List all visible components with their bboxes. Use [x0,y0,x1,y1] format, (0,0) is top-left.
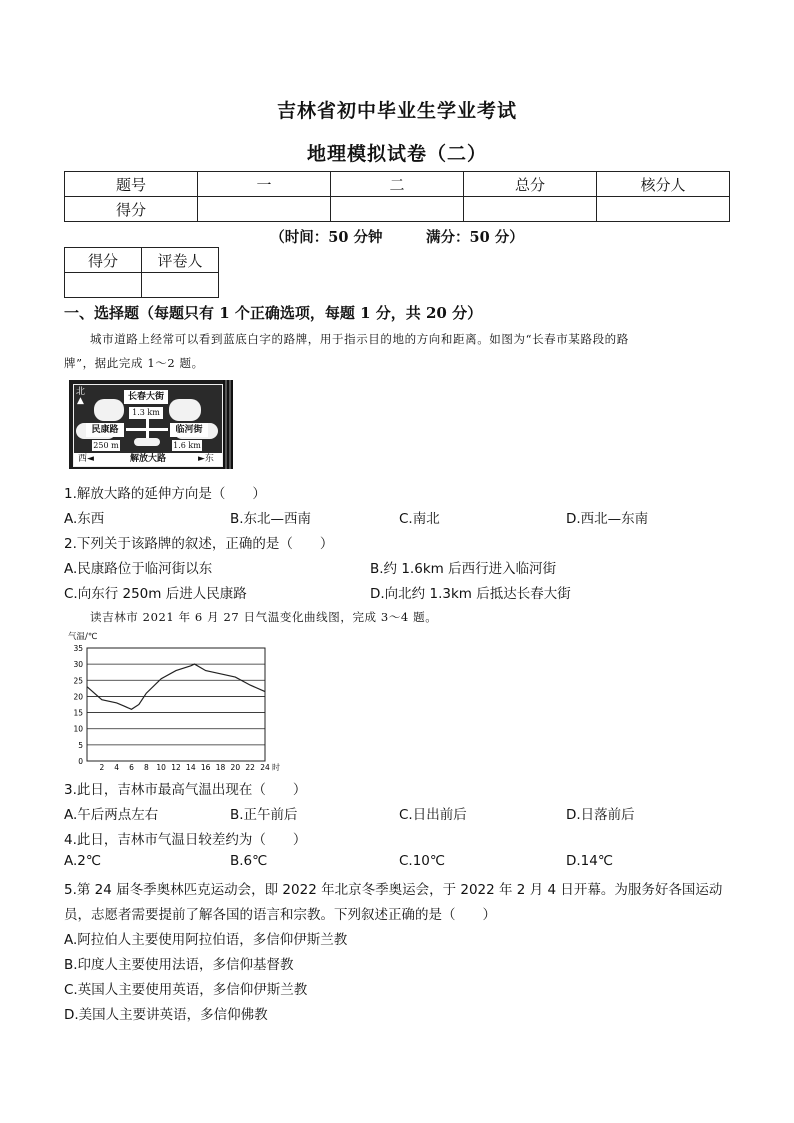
changchun-street-label: 长春大街 [124,390,168,404]
score-table-header-cell: 总分 [464,172,597,197]
distance-label: 250 m [93,441,119,450]
y-tick-label: 35 [73,644,83,653]
score-table-row-label: 得分 [65,197,198,222]
q1-option-b[interactable]: B.东北—西南 [230,511,312,527]
x-tick-label: 14 [186,763,196,772]
q5-option-c[interactable]: C.英国人主要使用英语，多信仰伊斯兰教 [64,982,308,998]
q3-option-b[interactable]: B.正午前后 [230,807,298,823]
score-table-header-cell: 核分人 [597,172,730,197]
score-cell[interactable] [331,197,464,222]
question-1-stem: 1.解放大路的延伸方向是（ ） [64,486,266,502]
question-4-stem: 4.此日，吉林市气温日较差约为（ ） [64,832,307,848]
intro-text: 牌”，据此完成 1～2 题。 [64,356,204,370]
x-tick-label: 4 [114,763,120,772]
plot-frame [87,648,265,761]
temperature-chart [66,630,286,773]
q1-option-c[interactable]: C.南北 [399,511,440,527]
q2-option-c[interactable]: C.向东行 250m 后进人民康路 [64,586,247,602]
y-tick-label: 20 [73,692,83,702]
question-5-stem-cont: 员，志愿者需要提前了解各国的语言和宗教。下列叙述正确的是（ ） [64,907,496,923]
score-table-header-cell: 题号 [65,172,198,197]
q5-option-b[interactable]: B.印度人主要使用法语，多信仰基督教 [64,957,294,973]
arrow-horizontal-icon [126,428,168,431]
y-tick-label: 30 [73,660,83,670]
west-label: 西◄ [78,454,94,464]
q2-option-b[interactable]: B.约 1.6km 后西行进入临河街 [370,561,557,577]
q5-option-a[interactable]: A.阿拉伯人主要使用阿拉伯语，多信仰伊斯兰教 [64,932,348,948]
q3-option-d[interactable]: D.日落前后 [566,807,635,823]
q4-option-d[interactable]: D.14℃ [566,853,614,869]
x-axis-unit: 时 [272,763,280,772]
q4-option-c[interactable]: C.10℃ [399,853,446,869]
road-sign-figure [69,380,233,469]
q1-option-d[interactable]: D.西北—东南 [566,511,649,527]
score-cell[interactable] [464,197,597,222]
exam-title: 吉林省初中毕业生学业考试 [276,100,517,122]
x-tick-label: 8 [143,763,149,772]
x-tick-label: 12 [171,763,181,772]
score-table-header-cell: 一 [198,172,331,197]
grader-score-cell[interactable] [65,273,142,298]
score-table [64,171,730,222]
question-5-stem: 5.第 24 届冬季奥林匹克运动会，即 2022 年北京冬季奥运会，于 2022 年 2 月 4 日开幕。为服务好各国运动 [64,882,723,898]
q4-option-a[interactable]: A.2℃ [64,853,102,869]
y-tick-labels [73,644,83,766]
jiefang-road-label: 解放大路 [130,454,167,464]
x-tick-labels [99,763,270,772]
score-table-header-cell: 二 [331,172,464,197]
road-sign-panel [73,384,223,467]
x-tick-label: 24 [260,763,270,772]
y-tick-label: 5 [78,740,83,750]
section-heading: 一、选择题（每题只有 1 个正确选项，每题 1 分，共 20 分） [64,304,483,322]
grader-table-header: 得分 [65,248,142,273]
q1-option-a[interactable]: A.东西 [64,511,105,527]
x-tick-label: 16 [200,763,211,772]
q3-option-a[interactable]: A.午后两点左右 [64,807,159,823]
question-2-stem: 2.下列关于该路牌的叙述，正确的是（ ） [64,536,334,552]
chart-grid [87,664,265,745]
y-tick-label: 25 [73,676,83,686]
north-label: 北 ▲ [76,387,86,406]
distance-label: 1.3 km [129,407,163,419]
intro-text: 城市道路上经常可以看到蓝底白字的路牌，用于指示目的地的方向和距离。如图为“长春市某路段的路 [90,332,629,346]
x-tick-label: 20 [230,763,241,772]
x-tick-label: 10 [156,763,166,772]
score-cell[interactable] [597,197,730,222]
x-tick-label: 18 [215,763,226,772]
intro-text-3-4: 读吉林市 2021 年 6 月 27 日气温变化曲线图，完成 3～4 题。 [90,610,438,624]
y-tick-label: 0 [78,757,83,766]
q3-option-c[interactable]: C.日出前后 [399,807,467,823]
y-axis-label: 气温/℃ [68,632,98,642]
y-tick-label: 10 [73,724,83,734]
x-tick-label: 6 [129,763,134,772]
score-cell[interactable] [198,197,331,222]
jiefang-road-bar [74,453,222,466]
y-tick-label: 15 [73,708,83,718]
x-tick-label: 2 [99,763,105,772]
temperature-line [87,664,265,709]
distance-label: 1.6 km [173,441,201,450]
minkang-road-label: 民康路 [86,423,124,437]
time-info: （时间：50 分钟 满分：50 分） [270,229,524,246]
x-tick-label: 22 [245,763,255,772]
grader-table-header: 评卷人 [142,248,219,273]
east-label: ►东 [198,454,214,464]
grader-name-cell[interactable] [142,273,219,298]
grader-table [64,247,219,298]
linhe-street-label: 临河街 [170,423,208,437]
q4-option-b[interactable]: B.6℃ [230,853,268,869]
exam-subtitle: 地理模拟试卷（二） [306,143,487,165]
question-3-stem: 3.此日，吉林市最高气温出现在（ ） [64,782,307,798]
q2-option-a[interactable]: A.民康路位于临河街以东 [64,561,213,577]
q2-option-d[interactable]: D.向北约 1.3km 后抵达长春大街 [370,586,571,602]
q5-option-d[interactable]: D.美国人主要讲英语，多信仰佛教 [64,1007,268,1023]
